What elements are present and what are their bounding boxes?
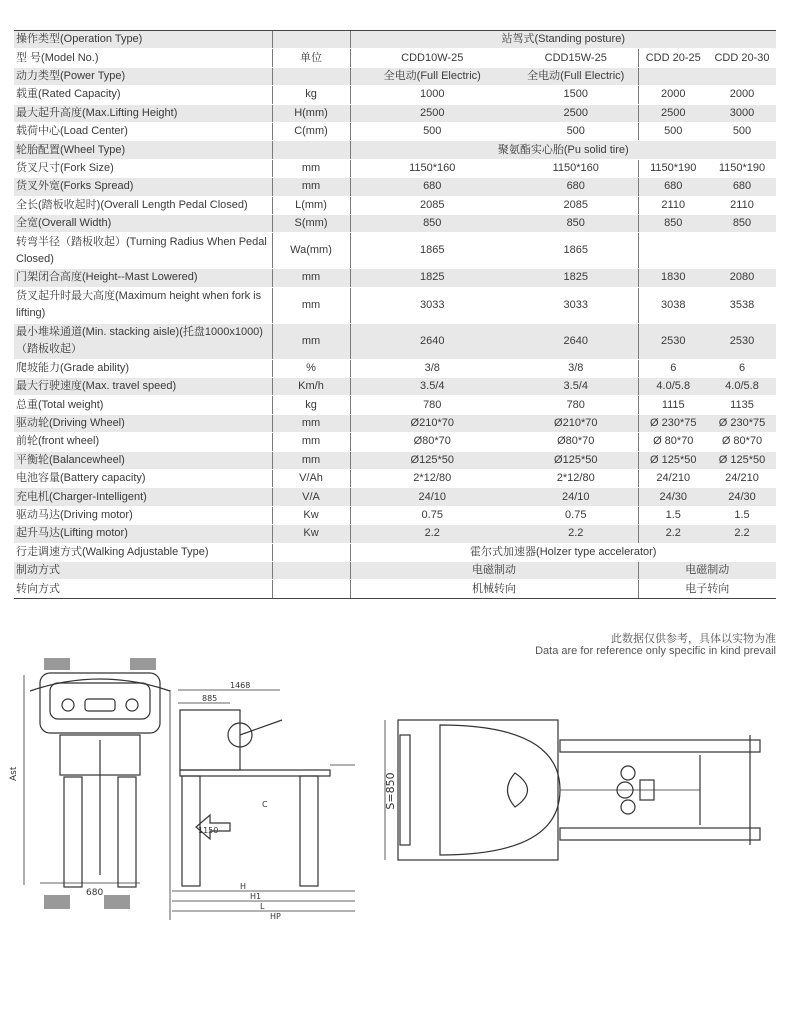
spec-row <box>14 141 776 159</box>
spec-value-cell: 680 <box>638 178 708 196</box>
spec-row <box>14 159 776 177</box>
spec-value-cell: 3538 <box>708 287 776 323</box>
spec-unit-cell: H(mm) <box>272 104 350 122</box>
spec-unit-cell: kg <box>272 396 350 414</box>
spec-value-cell: 1825 <box>514 269 638 287</box>
spec-value-cell: 850 <box>514 214 638 232</box>
spec-row <box>14 49 776 67</box>
spec-value-cell: 3/8 <box>514 359 638 377</box>
spec-value-cell: 2085 <box>514 196 638 214</box>
spec-row <box>14 525 776 543</box>
spec-value-cell: CDD 20-30 <box>708 49 776 67</box>
spec-value-cell: 2000 <box>708 86 776 104</box>
spec-row <box>14 214 776 232</box>
spec-value-cell <box>638 67 708 85</box>
spec-name-cell: 转弯半径（踏板收起）(Turning Radius When Pedal Closed) <box>14 233 272 269</box>
spec-value-cell <box>708 233 776 269</box>
spec-unit-cell <box>272 31 350 49</box>
spec-row <box>14 378 776 396</box>
spec-row <box>14 178 776 196</box>
spec-value-cell: 2.2 <box>638 525 708 543</box>
spec-unit-cell: mm <box>272 414 350 432</box>
spec-row <box>14 196 776 214</box>
spec-value-cell: 全电动(Full Electric) <box>350 67 514 85</box>
spec-value-cell: 4.0/5.8 <box>638 378 708 396</box>
disclaimer-en: Data are for reference only specific in kind prevail <box>535 645 776 657</box>
spec-value-cell: Ø 125*50 <box>708 451 776 469</box>
side-h1-dim: H1 <box>250 892 262 901</box>
spec-name-cell: 载荷中心(Load Center) <box>14 122 272 140</box>
spec-unit-cell: L(mm) <box>272 196 350 214</box>
spec-value-cell: Ø125*50 <box>514 451 638 469</box>
side-hp-dim: HP <box>270 912 281 921</box>
spec-name-cell: 最大行驶速度(Max. travel speed) <box>14 378 272 396</box>
spec-name-cell: 爬坡能力(Grade ability) <box>14 359 272 377</box>
spec-value-cell: 1865 <box>350 233 514 269</box>
spec-row <box>14 451 776 469</box>
spec-row <box>14 287 776 323</box>
spec-value-cell: Ø80*70 <box>514 433 638 451</box>
spec-unit-cell: mm <box>272 323 350 359</box>
spec-value-cell: 24/210 <box>638 470 708 488</box>
spec-value-cell: 24/210 <box>708 470 776 488</box>
disclaimer-cn: 此数据仅供参考，具体以实物为准 <box>611 633 776 645</box>
spec-name-cell: 制动方式 <box>14 561 272 579</box>
spec-value-cell: 1135 <box>708 396 776 414</box>
spec-name-cell: 载重(Rated Capacity) <box>14 86 272 104</box>
spec-span-cell: 站驾式(Standing posture) <box>350 31 776 49</box>
spec-value-cell: 2110 <box>708 196 776 214</box>
top-width-label: S=850 <box>384 772 397 810</box>
spec-value-cell: 3038 <box>638 287 708 323</box>
side-c-dim: C <box>262 800 268 809</box>
spec-value-cell: 1150*160 <box>514 159 638 177</box>
spec-name-cell: 货叉起升时最大高度(Maximum height when fork is lifting) <box>14 287 272 323</box>
spec-unit-cell: V/Ah <box>272 470 350 488</box>
spec-row <box>14 67 776 85</box>
spec-value-cell: Ø125*50 <box>350 451 514 469</box>
spec-value-cell: Ø 230*75 <box>708 414 776 432</box>
spec-value-cell: 850 <box>638 214 708 232</box>
spec-row <box>14 414 776 432</box>
spec-value-cell: 2640 <box>514 323 638 359</box>
spec-row <box>14 233 776 269</box>
spec-value-cell: 2080 <box>708 269 776 287</box>
spec-name-cell: 平衡轮(Balancewheel) <box>14 451 272 469</box>
spec-value-cell: 全电动(Full Electric) <box>514 67 638 85</box>
spec-value-cell: 24/10 <box>350 488 514 506</box>
spec-value-cell: 1150*190 <box>708 159 776 177</box>
side-load-dim: 1150 <box>198 826 219 835</box>
spec-row <box>14 122 776 140</box>
spec-name-cell: 总重(Total weight) <box>14 396 272 414</box>
spec-value-cell: 3.5/4 <box>514 378 638 396</box>
spec-name-cell: 型 号(Model No.) <box>14 49 272 67</box>
spec-unit-cell: S(mm) <box>272 214 350 232</box>
spec-value-cell: 2.2 <box>708 525 776 543</box>
spec-name-cell: 行走调速方式(Walking Adjustable Type) <box>14 543 272 561</box>
spec-row <box>14 580 776 598</box>
spec-row <box>14 561 776 579</box>
spec-span-cell: 霍尔式加速器(Holzer type accelerator) <box>350 543 776 561</box>
spec-value-cell: 1.5 <box>708 506 776 524</box>
spec-value-cell: 2530 <box>638 323 708 359</box>
spec-row <box>14 506 776 524</box>
spec-value-cell: 1500 <box>514 86 638 104</box>
spec-name-cell: 动力类型(Power Type) <box>14 67 272 85</box>
spec-value-cell: 500 <box>638 122 708 140</box>
spec-value-cell: 3000 <box>708 104 776 122</box>
spec-name-cell: 驱动轮(Driving Wheel) <box>14 414 272 432</box>
spec-row <box>14 488 776 506</box>
spec-value-cell: 780 <box>514 396 638 414</box>
spec-value-cell: 780 <box>350 396 514 414</box>
spec-value-cell: 6 <box>708 359 776 377</box>
spec-name-cell: 电池容量(Battery capacity) <box>14 470 272 488</box>
spec-value-cell: 3033 <box>350 287 514 323</box>
spec-value-cell: 1830 <box>638 269 708 287</box>
spec-name-cell: 货叉外宽(Forks Spread) <box>14 178 272 196</box>
spec-value-cell: 2*12/80 <box>514 470 638 488</box>
spec-name-cell: 操作类型(Operation Type) <box>14 31 272 49</box>
spec-table <box>14 30 776 599</box>
spec-name-cell: 充电机(Charger-Intelligent) <box>14 488 272 506</box>
spec-unit-cell: % <box>272 359 350 377</box>
spec-name-cell: 最小堆垛通道(Min. stacking aisle)(托盘1000x1000)（踏板收起） <box>14 323 272 359</box>
front-view-drawing <box>24 658 170 909</box>
spec-value-cell: CDD10W-25 <box>350 49 514 67</box>
spec-unit-cell: mm <box>272 433 350 451</box>
spec-row <box>14 470 776 488</box>
spec-unit-cell: C(mm) <box>272 122 350 140</box>
spec-value-cell: 3/8 <box>350 359 514 377</box>
technical-drawings <box>0 655 790 925</box>
spec-value-cell: 电子转向 <box>638 580 776 598</box>
spec-value-cell: 1825 <box>350 269 514 287</box>
spec-value-cell: 500 <box>708 122 776 140</box>
spec-value-cell: 500 <box>350 122 514 140</box>
spec-value-cell: Ø80*70 <box>350 433 514 451</box>
spec-name-cell: 全宽(Overall Width) <box>14 214 272 232</box>
spec-value-cell: 2530 <box>708 323 776 359</box>
spec-value-cell: 24/10 <box>514 488 638 506</box>
spec-unit-cell: Kw <box>272 506 350 524</box>
spec-value-cell: 1115 <box>638 396 708 414</box>
spec-value-cell: 0.75 <box>514 506 638 524</box>
spec-unit-cell <box>272 141 350 159</box>
spec-name-cell: 驱动马达(Driving motor) <box>14 506 272 524</box>
spec-unit-cell <box>272 67 350 85</box>
spec-value-cell: 2.2 <box>350 525 514 543</box>
spec-value-cell: Ø210*70 <box>514 414 638 432</box>
spec-name-cell: 前轮(front wheel) <box>14 433 272 451</box>
front-height-label: Ast <box>9 766 19 781</box>
spec-name-cell: 最大起升高度(Max.Lifting Height) <box>14 104 272 122</box>
front-width-label: 680 <box>86 888 104 898</box>
spec-value-cell: Ø 125*50 <box>638 451 708 469</box>
spec-value-cell: 3033 <box>514 287 638 323</box>
spec-value-cell: 680 <box>708 178 776 196</box>
spec-value-cell: Ø 230*75 <box>638 414 708 432</box>
spec-row <box>14 269 776 287</box>
spec-value-cell: 4.0/5.8 <box>708 378 776 396</box>
spec-unit-cell: Kw <box>272 525 350 543</box>
spec-name-cell: 全长(踏板收起时)(Overall Length Pedal Closed) <box>14 196 272 214</box>
spec-span-cell: 聚氨酯实心胎(Pu solid tire) <box>350 141 776 159</box>
spec-value-cell: 2000 <box>638 86 708 104</box>
spec-value-cell: CDD15W-25 <box>514 49 638 67</box>
spec-value-cell: 电磁制动 <box>638 561 776 579</box>
side-top-dim2: 885 <box>202 694 218 703</box>
spec-value-cell: 24/30 <box>708 488 776 506</box>
spec-row <box>14 359 776 377</box>
spec-value-cell: 1865 <box>514 233 638 269</box>
side-h-dim: H <box>240 882 247 891</box>
spec-value-cell: 机械转向 <box>350 580 638 598</box>
side-top-dim1: 1468 <box>230 681 251 690</box>
spec-unit-cell: V/A <box>272 488 350 506</box>
spec-unit-cell: mm <box>272 287 350 323</box>
spec-value-cell: 850 <box>708 214 776 232</box>
spec-row <box>14 86 776 104</box>
spec-value-cell: 1000 <box>350 86 514 104</box>
spec-value-cell: 1.5 <box>638 506 708 524</box>
spec-row <box>14 323 776 359</box>
spec-value-cell: 500 <box>514 122 638 140</box>
spec-name-cell: 门架闭合高度(Height--Mast Lowered) <box>14 269 272 287</box>
spec-unit-cell <box>272 580 350 598</box>
spec-unit-cell: 单位 <box>272 49 350 67</box>
spec-value-cell: 1150*160 <box>350 159 514 177</box>
top-view-drawing <box>385 720 760 860</box>
spec-value-cell: 2500 <box>350 104 514 122</box>
spec-value-cell: Ø 80*70 <box>708 433 776 451</box>
spec-unit-cell: mm <box>272 159 350 177</box>
spec-unit-cell <box>272 543 350 561</box>
spec-value-cell: 2640 <box>350 323 514 359</box>
spec-row <box>14 104 776 122</box>
spec-value-cell: Ø 80*70 <box>638 433 708 451</box>
spec-value-cell: 0.75 <box>350 506 514 524</box>
spec-value-cell: Ø210*70 <box>350 414 514 432</box>
spec-unit-cell: Wa(mm) <box>272 233 350 269</box>
spec-value-cell: 6 <box>638 359 708 377</box>
spec-value-cell: 1150*190 <box>638 159 708 177</box>
spec-value-cell: 2500 <box>638 104 708 122</box>
spec-name-cell: 起升马达(Lifting motor) <box>14 525 272 543</box>
spec-name-cell: 轮胎配置(Wheel Type) <box>14 141 272 159</box>
spec-value-cell <box>638 233 708 269</box>
spec-value-cell: 2110 <box>638 196 708 214</box>
spec-name-cell: 货叉尺寸(Fork Size) <box>14 159 272 177</box>
spec-unit-cell: mm <box>272 269 350 287</box>
spec-value-cell: 850 <box>350 214 514 232</box>
spec-value-cell <box>708 67 776 85</box>
spec-value-cell: 2*12/80 <box>350 470 514 488</box>
spec-unit-cell: mm <box>272 451 350 469</box>
spec-name-cell: 转向方式 <box>14 580 272 598</box>
spec-value-cell: 3.5/4 <box>350 378 514 396</box>
spec-unit-cell: Km/h <box>272 378 350 396</box>
spec-row <box>14 433 776 451</box>
spec-value-cell: 2085 <box>350 196 514 214</box>
spec-value-cell: CDD 20-25 <box>638 49 708 67</box>
spec-row <box>14 31 776 49</box>
spec-unit-cell <box>272 561 350 579</box>
spec-value-cell: 680 <box>514 178 638 196</box>
spec-value-cell: 电磁制动 <box>350 561 638 579</box>
spec-value-cell: 680 <box>350 178 514 196</box>
spec-value-cell: 2500 <box>514 104 638 122</box>
spec-value-cell: 24/30 <box>638 488 708 506</box>
spec-unit-cell: kg <box>272 86 350 104</box>
spec-unit-cell: mm <box>272 178 350 196</box>
side-l-dim: L <box>260 902 265 911</box>
spec-value-cell: 2.2 <box>514 525 638 543</box>
spec-row <box>14 396 776 414</box>
spec-row <box>14 543 776 561</box>
